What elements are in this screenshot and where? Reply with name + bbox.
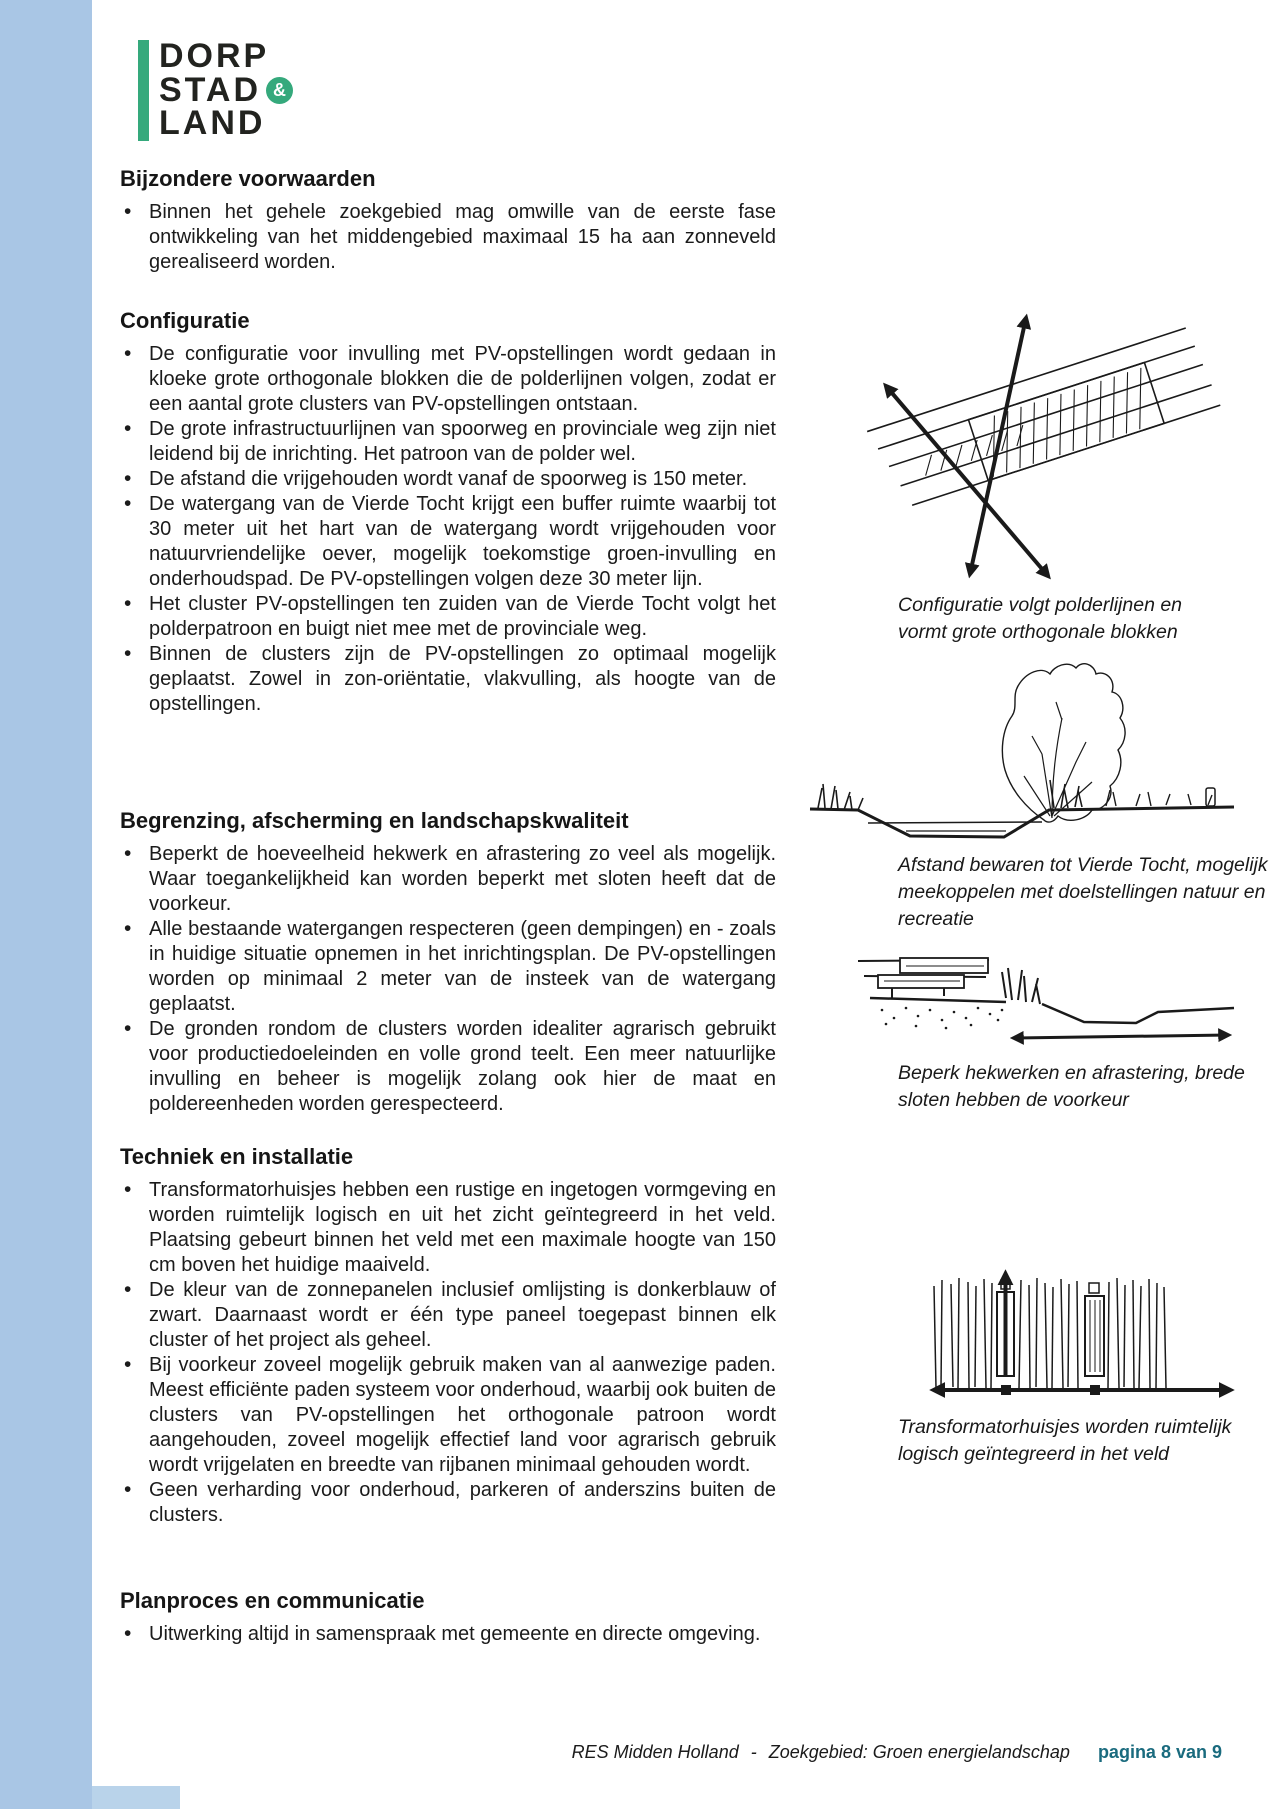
section-planproces bbox=[120, 1588, 776, 1647]
bullet-item: • Alle bestaande watergangen respecteren (geen dempingen) en - zoals in huidige situatie opnemen in het inrichtingsplan. De PV-opstellingen worden op minimaal 2 meter van de insteek van de watergang geplaatst. bbox=[120, 917, 776, 1017]
bullet-item: • Uitwerking altijd in samenspraak met gemeente en directe omgeving. bbox=[120, 1622, 776, 1647]
bullet-item: • De watergang van de Vierde Tocht krijgt een buffer ruimte waarbij tot 30 meter uit het hart van de watergang wordt vrijgehouden voor natuurvriendelijke oever, mogelijk toekomstige groen-invulling en onderhoudspad. De PV-opstellingen volgen deze 30 meter lijn. bbox=[120, 492, 776, 592]
section-bijzondere-voorwaarden bbox=[120, 166, 776, 275]
polder-blocks-sketch bbox=[858, 288, 1233, 580]
left-margin-strip bbox=[0, 0, 92, 1809]
section-configuratie bbox=[120, 308, 776, 717]
footer-doc-title: RES Midden Holland bbox=[571, 1742, 739, 1762]
bullet-item: • Beperkt de hoeveelheid hekwerk en afrastering zo veel als mogelijk. Waar toegankelijkheid kan worden beperkt met sloten heeft dat de voorkeur. bbox=[120, 842, 776, 917]
bullet-item: • Binnen de clusters zijn de PV-opstellingen zo optimaal mogelijk geplaatst. Zowel in zon-oriëntatie, vlakvulling, als hoogte van de opstellingen. bbox=[120, 642, 776, 717]
logo-wordmark bbox=[159, 37, 293, 142]
bullet-item: • De gronden rondom de clusters worden idealiter agrarisch gebruikt voor productiedoeleinden en volle grond teelt. Een meer natuurlijke invulling en beheer is mogelijk zolang ook hier de maat en poldereenheden worden gerespecteerd. bbox=[120, 1017, 776, 1117]
logo-green-bar bbox=[138, 40, 149, 141]
logo-word-stad: STAD bbox=[159, 70, 262, 109]
bullet-item: • De afstand die vrijgehouden wordt vanaf de spoorweg is 150 meter. bbox=[120, 467, 776, 492]
page-number-indicator: pagina 8 van 9 bbox=[1097, 1742, 1222, 1762]
logo-word-dorp: DORP bbox=[159, 37, 270, 75]
bullet-list bbox=[120, 1622, 776, 1647]
figure-caption: Configuratie volgt polderlijnen en vormt grote orthogonale blokken bbox=[898, 594, 1183, 643]
bullet-item: • Binnen het gehele zoekgebied mag omwille van de eerste fase ontwikkeling van het middengebied maximaal 15 ha aan zonneveld gerealiseerd worden. bbox=[120, 200, 776, 275]
bullet-item: • De configuratie voor invulling met PV-opstellingen wordt gedaan in kloeke grote orthogonale blokken die de polderlijnen volgen, zodat er een aantal grote clusters van PV-opstellingen ontstaan. bbox=[120, 342, 776, 417]
figure-caption: Transformatorhuisjes worden ruimtelijk logisch geïntegreerd in het veld bbox=[898, 1416, 1232, 1465]
fence-ditch-sketch bbox=[856, 950, 1236, 1050]
bullet-item: • Transformatorhuisjes hebben een rustige en ingetogen vormgeving en worden ruimtelijk logisch en uit het zicht geïntegreerd in het veld. Plaatsing gebeurt binnen het veld met een maximale hoogte van 150 cm boven het huidige maaiveld. bbox=[120, 1178, 776, 1278]
bullet-item: • De kleur van de zonnepanelen inclusief omlijsting is donkerblauw of zwart. Daarnaast wordt er één type paneel toegepast binnen elk cluster of het project als geheel. bbox=[120, 1278, 776, 1353]
section-heading: Planproces en communicatie bbox=[120, 1588, 425, 1613]
section-techniek bbox=[120, 1144, 776, 1528]
section-heading: Begrenzing, afscherming en landschapskwaliteit bbox=[120, 808, 629, 833]
bullet-item: • Bij voorkeur zoveel mogelijk gebruik maken van al aanwezige paden. Meest efficiënte paden systeem voor onderhoud, waarbij ook buiten de clusters van PV-opstellingen het orthogonale patroon wordt aangehouden, zoveel mogelijk effectief land voor agrarisch gebruik wordt vrijgelaten en breedte van rijbanen minimaal gehouden wordt. bbox=[120, 1353, 776, 1478]
logo-word-land: LAND bbox=[159, 104, 266, 142]
bullet-list bbox=[120, 342, 776, 717]
figure-caption: Afstand bewaren tot Vierde Tocht, mogelijk meekoppelen met doelstellingen natuur en recreatie bbox=[898, 854, 1268, 930]
figure-caption: Beperk hekwerken en afrastering, brede sloten hebben de voorkeur bbox=[898, 1062, 1245, 1111]
bullet-item: • Het cluster PV-opstellingen ten zuiden van de Vierde Tocht volgt het polderpatroon en buigt niet mee met de provinciale weg. bbox=[120, 592, 776, 642]
bullet-item: • Geen verharding voor onderhoud, parkeren of anderszins buiten de clusters. bbox=[120, 1478, 776, 1528]
dorp-stad-land-logo bbox=[138, 37, 293, 142]
transformer-sketch bbox=[926, 1262, 1238, 1404]
section-begrenzing bbox=[120, 808, 776, 1117]
footer-subtitle: Zoekgebied: Groen energielandschap bbox=[768, 1742, 1070, 1762]
footer-separator: - bbox=[750, 1742, 757, 1762]
bullet-list bbox=[120, 200, 776, 275]
page-footer bbox=[420, 1742, 1222, 1763]
ampersand-badge-icon: & bbox=[266, 77, 293, 104]
bullet-list bbox=[120, 1178, 776, 1528]
section-heading: Bijzondere voorwaarden bbox=[120, 166, 376, 191]
bullet-item: • De grote infrastructuurlijnen van spoorweg en provinciale weg zijn niet leidend bij de inrichting. Het patroon van de polder wel. bbox=[120, 417, 776, 467]
bottom-blue-tab bbox=[92, 1786, 180, 1809]
vierde-tocht-sketch bbox=[806, 658, 1236, 853]
section-heading: Configuratie bbox=[120, 308, 250, 333]
section-heading: Techniek en installatie bbox=[120, 1144, 354, 1169]
bullet-list bbox=[120, 842, 776, 1117]
